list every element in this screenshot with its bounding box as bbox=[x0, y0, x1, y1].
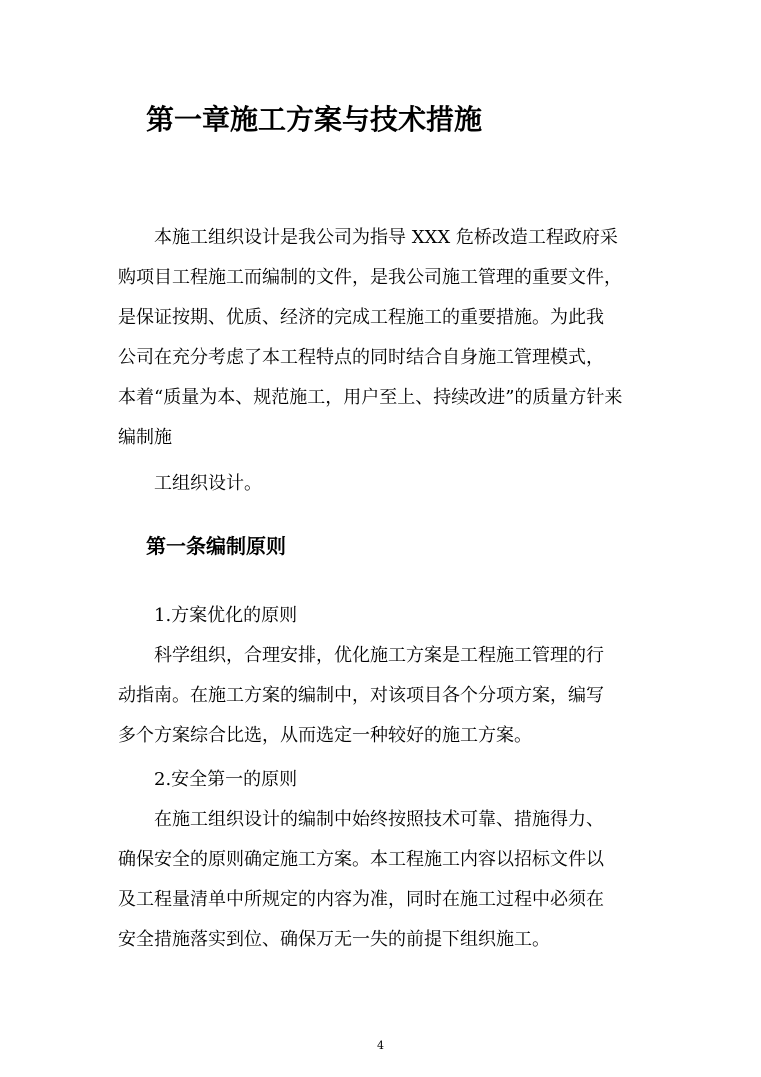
principle-line: 及工程量清单中所规定的内容为准，同时在施工过程中必须在 bbox=[118, 889, 604, 910]
intro-paragraph bbox=[118, 218, 648, 504]
principle-title: 2.安全第一的原则 bbox=[154, 769, 298, 790]
intro-line: 编制施 bbox=[118, 427, 172, 448]
principle-line: 多个方案综合比选，从而选定一种较好的施工方案。 bbox=[118, 725, 532, 746]
principle-line: 安全措施落实到位、确保万无一失的前提下组织施工。 bbox=[118, 929, 550, 950]
intro-line: 本着“质量为本、规范施工，用户至上、持续改进”的质量方针来 bbox=[118, 387, 623, 408]
principle-line: 在施工组织设计的编制中始终按照技术可靠、措施得力、 bbox=[154, 809, 604, 830]
intro-line: 本施工组织设计是我公司为指导 XXX 危桥改造工程政府采 bbox=[154, 227, 618, 248]
intro-line: 公司在充分考虑了本工程特点的同时结合自身施工管理模式， bbox=[118, 347, 604, 368]
principle-title: 1.方案优化的原则 bbox=[154, 605, 298, 626]
principle-1 bbox=[118, 596, 648, 756]
section-heading: 第一条编制原则 bbox=[146, 534, 286, 558]
principle-line: 确保安全的原则确定施工方案。本工程施工内容以招标文件以 bbox=[118, 849, 604, 870]
principle-line: 科学组织，合理安排，优化施工方案是工程施工管理的行 bbox=[154, 645, 604, 666]
principle-line: 动指南。在施工方案的编制中，对该项目各个分项方案，编写 bbox=[118, 685, 604, 706]
intro-line: 购项目工程施工而编制的文件，是我公司施工管理的重要文件， bbox=[118, 267, 622, 288]
intro-line: 是保证按期、优质、经济的完成工程施工的重要措施。为此我 bbox=[118, 307, 604, 328]
chapter-title: 第一章施工方案与技术措施 bbox=[146, 103, 483, 136]
principle-2 bbox=[118, 760, 648, 960]
intro-line: 工组织设计。 bbox=[154, 473, 262, 494]
page-number: 4 bbox=[377, 1039, 384, 1052]
